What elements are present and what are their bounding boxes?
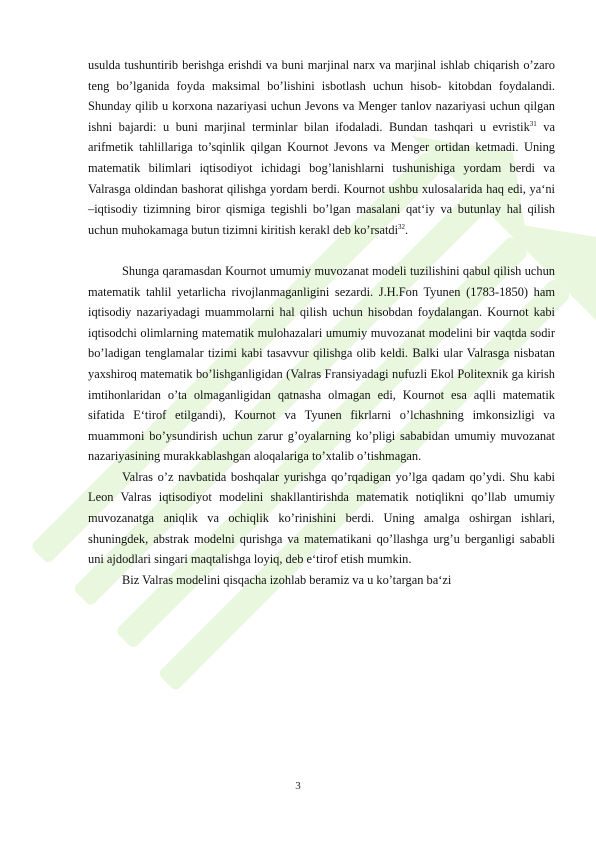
paragraph-1-text-c: .: [405, 222, 409, 237]
footnote-ref-31: 31: [529, 119, 537, 128]
paragraph-1: [88, 55, 555, 240]
footnote-ref-32: 32: [398, 222, 406, 231]
paragraph-3: Valras o’z navbatida boshqalar yurishga qo’rqadigan yo’lga qadam qo’ydi. Shu kabi Leon Valras iqtisodiyot modelini shakllantirishda matematik notiqlikni qo’llab umumiy muvozanatga aniqlik va ochiqlik ko’rinishini berdi. Uning amalga oshirgan ishlari, shuningdek, abstrak modelni qurishga va matematikani qo’llashga urg’u berganligi sababli uni ajdodlari singari maqtalishga loyiq, deb e‘tirof etish mumkin.: [88, 469, 555, 567]
paragraph-1-text-a: usulda tushuntirib berishga erishdi va buni marjinal narx va marjinal ishlab chiqarish o’zaro teng bo’lganida foyda maksimal bo’lishini isbotlash uchun hisob- kitobdan foydalandi. Shunday qilib u korxona nazariyasi uchun Jevons va Menger tanlov nazariyasi uchun qilgan ishni bajardi: u buni marjinal terminlar bilan ifodaladi. Bundan tashqari u evristik: [88, 58, 555, 134]
paragraph-4: Biz Valras modelini qisqacha izohlab beramiz va u ko’targan ba‘zi: [122, 572, 452, 587]
page-number: 3: [295, 780, 301, 792]
paragraph-2: Shunga qaramasdan Kournot umumiy muvozanat modeli tuzilishini qabul qilish uchun matematik tahlil yetarlicha rivojlanmaganligini sezardi. J.H.Fon Tyunen (1783-1850) ham iqtisodiy nazariyadagi muammolarni hal qilish uchun hisobdan foydalangan. Kournot kabi iqtisodchi olimlarning matematik mulohazalari umumiy muvozanat modelini bir vaqtda sodir bo’ladigan tenglamalar tizimi kabi tasavvur qilishga olib keldi. Balki ular Valrasga nisbatan yaxshiroq matematik bo’lishganligidan (Valras Fransiyadagi nufuzli Ekol Politexnik ga kirish imtihonlaridan o’ta olmaganligidan qatnasha olmagan edi, Kournot esa aqlli matematik sifatida E‘tirof etilgandi), Kournot va Tyunen fikrlarni o’lchashning imkonsizligi va muammoni bo’ysundirish uchun zarur g’oyalarning ko’pligi sababidan umumiy muvozanat nazariyasining murakkablashgan aloqalariga to’xtalib o’tishmagan.: [88, 263, 555, 464]
body-text: [88, 55, 555, 590]
paragraph-1-text-b: va arifmetik tahlillariga to’sqinlik qilgan Kournot Jevons va Menger ortidan ketmadi. Uning matematik bilimlari iqtisodiyot ichidagi bog’lanishlarni tushunishiga yordam berdi va Valrasga oldindan bashorat qilishga yordam berdi. Kournot ushbu xulosalarida haq edi, ya‘ni –iqtisodiy tizimning biror qismiga tegishli bo’lgan masalani qat‘iy va butunlay hal qilish uchun muhokamaga butun tizimni kiritish kerakl deb ko’rsatdi: [88, 119, 555, 237]
